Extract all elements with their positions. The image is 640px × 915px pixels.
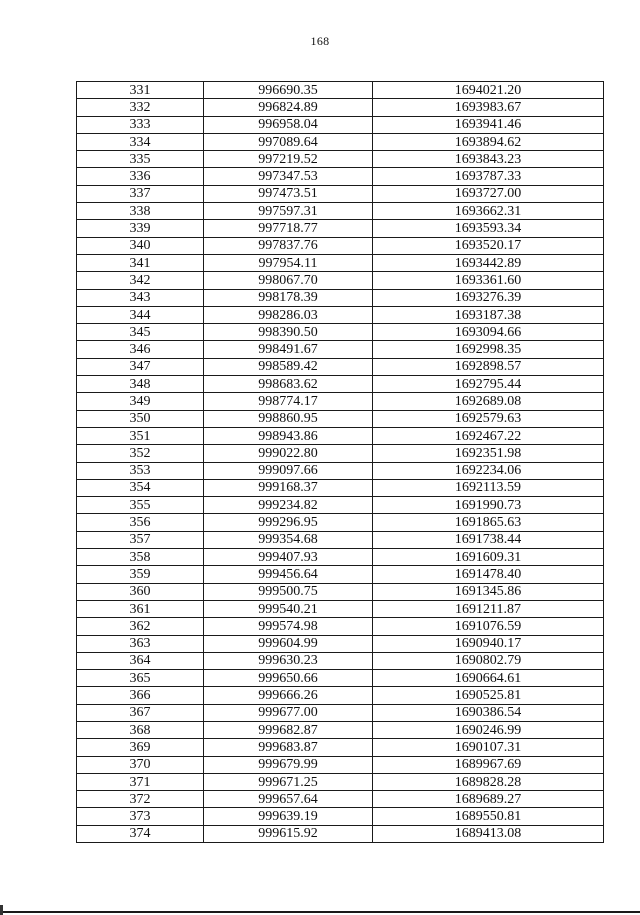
point-number-cell: 337 — [77, 185, 204, 202]
x-coordinate-cell: 999650.66 — [204, 670, 373, 687]
y-coordinate-cell: 1692467.22 — [373, 427, 604, 444]
x-coordinate-cell: 999540.21 — [204, 600, 373, 617]
point-number-cell: 347 — [77, 358, 204, 375]
point-number-cell: 343 — [77, 289, 204, 306]
x-coordinate-cell: 999679.99 — [204, 756, 373, 773]
y-coordinate-cell: 1690802.79 — [373, 652, 604, 669]
y-coordinate-cell: 1690107.31 — [373, 739, 604, 756]
point-number-cell: 372 — [77, 791, 204, 808]
point-number-cell: 334 — [77, 133, 204, 150]
table-row — [77, 410, 604, 427]
x-coordinate-cell: 998286.03 — [204, 306, 373, 323]
point-number-cell: 356 — [77, 514, 204, 531]
table-row — [77, 82, 604, 99]
table-row — [77, 358, 604, 375]
table-row — [77, 756, 604, 773]
point-number-cell: 355 — [77, 497, 204, 514]
point-number-cell: 359 — [77, 566, 204, 583]
x-coordinate-cell: 999500.75 — [204, 583, 373, 600]
y-coordinate-cell: 1690664.61 — [373, 670, 604, 687]
table-row — [77, 479, 604, 496]
point-number-cell: 364 — [77, 652, 204, 669]
scan-edge-mark — [0, 905, 3, 915]
point-number-cell: 342 — [77, 272, 204, 289]
x-coordinate-cell: 997219.52 — [204, 151, 373, 168]
x-coordinate-cell: 997954.11 — [204, 254, 373, 271]
x-coordinate-cell: 997473.51 — [204, 185, 373, 202]
y-coordinate-cell: 1691345.86 — [373, 583, 604, 600]
x-coordinate-cell: 998943.86 — [204, 427, 373, 444]
x-coordinate-cell: 998860.95 — [204, 410, 373, 427]
table-row — [77, 393, 604, 410]
table-row — [77, 289, 604, 306]
table-row — [77, 721, 604, 738]
table-row — [77, 254, 604, 271]
coordinates-table — [76, 81, 604, 843]
x-coordinate-cell: 999574.98 — [204, 618, 373, 635]
x-coordinate-cell: 998491.67 — [204, 341, 373, 358]
table-row — [77, 376, 604, 393]
table-row — [77, 808, 604, 825]
x-coordinate-cell: 999666.26 — [204, 687, 373, 704]
y-coordinate-cell: 1689413.08 — [373, 825, 604, 842]
table-row — [77, 133, 604, 150]
point-number-cell: 353 — [77, 462, 204, 479]
point-number-cell: 368 — [77, 721, 204, 738]
y-coordinate-cell: 1689967.69 — [373, 756, 604, 773]
table-row — [77, 220, 604, 237]
table-row — [77, 549, 604, 566]
y-coordinate-cell: 1689550.81 — [373, 808, 604, 825]
point-number-cell: 357 — [77, 531, 204, 548]
x-coordinate-cell: 998683.62 — [204, 376, 373, 393]
table-row — [77, 116, 604, 133]
point-number-cell: 333 — [77, 116, 204, 133]
x-coordinate-cell: 999683.87 — [204, 739, 373, 756]
point-number-cell: 336 — [77, 168, 204, 185]
x-coordinate-cell: 999407.93 — [204, 549, 373, 566]
x-coordinate-cell: 999168.37 — [204, 479, 373, 496]
y-coordinate-cell: 1692689.08 — [373, 393, 604, 410]
point-number-cell: 360 — [77, 583, 204, 600]
table-row — [77, 514, 604, 531]
x-coordinate-cell: 999671.25 — [204, 773, 373, 790]
table-row — [77, 306, 604, 323]
point-number-cell: 373 — [77, 808, 204, 825]
y-coordinate-cell: 1692234.06 — [373, 462, 604, 479]
coordinates-table-body — [77, 82, 604, 843]
table-row — [77, 791, 604, 808]
table-row — [77, 151, 604, 168]
x-coordinate-cell: 997837.76 — [204, 237, 373, 254]
table-row — [77, 652, 604, 669]
y-coordinate-cell: 1692113.59 — [373, 479, 604, 496]
x-coordinate-cell: 999677.00 — [204, 704, 373, 721]
x-coordinate-cell: 999615.92 — [204, 825, 373, 842]
x-coordinate-cell: 999234.82 — [204, 497, 373, 514]
y-coordinate-cell: 1690525.81 — [373, 687, 604, 704]
table-row — [77, 324, 604, 341]
y-coordinate-cell: 1689689.27 — [373, 791, 604, 808]
y-coordinate-cell: 1693787.33 — [373, 168, 604, 185]
y-coordinate-cell: 1690246.99 — [373, 721, 604, 738]
y-coordinate-cell: 1693442.89 — [373, 254, 604, 271]
table-row — [77, 583, 604, 600]
y-coordinate-cell: 1692898.57 — [373, 358, 604, 375]
point-number-cell: 331 — [77, 82, 204, 99]
table-row — [77, 687, 604, 704]
y-coordinate-cell: 1692579.63 — [373, 410, 604, 427]
y-coordinate-cell: 1691609.31 — [373, 549, 604, 566]
y-coordinate-cell: 1691738.44 — [373, 531, 604, 548]
table-row — [77, 618, 604, 635]
point-number-cell: 370 — [77, 756, 204, 773]
table-row — [77, 237, 604, 254]
point-number-cell: 346 — [77, 341, 204, 358]
x-coordinate-cell: 999630.23 — [204, 652, 373, 669]
y-coordinate-cell: 1690386.54 — [373, 704, 604, 721]
point-number-cell: 369 — [77, 739, 204, 756]
x-coordinate-cell: 997089.64 — [204, 133, 373, 150]
point-number-cell: 341 — [77, 254, 204, 271]
y-coordinate-cell: 1691211.87 — [373, 600, 604, 617]
point-number-cell: 363 — [77, 635, 204, 652]
y-coordinate-cell: 1693843.23 — [373, 151, 604, 168]
x-coordinate-cell: 996958.04 — [204, 116, 373, 133]
y-coordinate-cell: 1692795.44 — [373, 376, 604, 393]
x-coordinate-cell: 996690.35 — [204, 82, 373, 99]
table-row — [77, 773, 604, 790]
y-coordinate-cell: 1694021.20 — [373, 82, 604, 99]
point-number-cell: 332 — [77, 99, 204, 116]
point-number-cell: 338 — [77, 203, 204, 220]
page-number: 168 — [310, 34, 330, 48]
table-row — [77, 739, 604, 756]
y-coordinate-cell: 1691990.73 — [373, 497, 604, 514]
x-coordinate-cell: 997347.53 — [204, 168, 373, 185]
y-coordinate-cell: 1692351.98 — [373, 445, 604, 462]
x-coordinate-cell: 998178.39 — [204, 289, 373, 306]
table-row — [77, 462, 604, 479]
x-coordinate-cell: 999022.80 — [204, 445, 373, 462]
y-coordinate-cell: 1693094.66 — [373, 324, 604, 341]
table-row — [77, 168, 604, 185]
point-number-cell: 335 — [77, 151, 204, 168]
y-coordinate-cell: 1693727.00 — [373, 185, 604, 202]
x-coordinate-cell: 999657.64 — [204, 791, 373, 808]
table-row — [77, 427, 604, 444]
point-number-cell: 371 — [77, 773, 204, 790]
table-row — [77, 341, 604, 358]
point-number-cell: 344 — [77, 306, 204, 323]
point-number-cell: 365 — [77, 670, 204, 687]
point-number-cell: 366 — [77, 687, 204, 704]
point-number-cell: 362 — [77, 618, 204, 635]
y-coordinate-cell: 1693593.34 — [373, 220, 604, 237]
table-row — [77, 670, 604, 687]
y-coordinate-cell: 1693662.31 — [373, 203, 604, 220]
x-coordinate-cell: 999682.87 — [204, 721, 373, 738]
point-number-cell: 374 — [77, 825, 204, 842]
point-number-cell: 339 — [77, 220, 204, 237]
y-coordinate-cell: 1691076.59 — [373, 618, 604, 635]
point-number-cell: 352 — [77, 445, 204, 462]
x-coordinate-cell: 999604.99 — [204, 635, 373, 652]
y-coordinate-cell: 1690940.17 — [373, 635, 604, 652]
point-number-cell: 367 — [77, 704, 204, 721]
point-number-cell: 340 — [77, 237, 204, 254]
point-number-cell: 348 — [77, 376, 204, 393]
x-coordinate-cell: 999354.68 — [204, 531, 373, 548]
x-coordinate-cell: 996824.89 — [204, 99, 373, 116]
table-row — [77, 704, 604, 721]
y-coordinate-cell: 1693983.67 — [373, 99, 604, 116]
x-coordinate-cell: 998589.42 — [204, 358, 373, 375]
y-coordinate-cell: 1689828.28 — [373, 773, 604, 790]
y-coordinate-cell: 1693941.46 — [373, 116, 604, 133]
table-row — [77, 272, 604, 289]
point-number-cell: 361 — [77, 600, 204, 617]
y-coordinate-cell: 1691478.40 — [373, 566, 604, 583]
table-row — [77, 825, 604, 842]
table-row — [77, 635, 604, 652]
point-number-cell: 350 — [77, 410, 204, 427]
table-row — [77, 203, 604, 220]
y-coordinate-cell: 1692998.35 — [373, 341, 604, 358]
table-row — [77, 99, 604, 116]
y-coordinate-cell: 1693520.17 — [373, 237, 604, 254]
point-number-cell: 351 — [77, 427, 204, 444]
table-row — [77, 445, 604, 462]
bottom-rule — [0, 911, 640, 913]
x-coordinate-cell: 998774.17 — [204, 393, 373, 410]
x-coordinate-cell: 998390.50 — [204, 324, 373, 341]
table-row — [77, 497, 604, 514]
x-coordinate-cell: 999639.19 — [204, 808, 373, 825]
table-row — [77, 566, 604, 583]
point-number-cell: 354 — [77, 479, 204, 496]
x-coordinate-cell: 999097.66 — [204, 462, 373, 479]
point-number-cell: 345 — [77, 324, 204, 341]
y-coordinate-cell: 1693894.62 — [373, 133, 604, 150]
x-coordinate-cell: 999296.95 — [204, 514, 373, 531]
y-coordinate-cell: 1693187.38 — [373, 306, 604, 323]
table-row — [77, 185, 604, 202]
point-number-cell: 349 — [77, 393, 204, 410]
table-row — [77, 600, 604, 617]
y-coordinate-cell: 1693361.60 — [373, 272, 604, 289]
x-coordinate-cell: 998067.70 — [204, 272, 373, 289]
table-row — [77, 531, 604, 548]
x-coordinate-cell: 999456.64 — [204, 566, 373, 583]
y-coordinate-cell: 1693276.39 — [373, 289, 604, 306]
x-coordinate-cell: 997718.77 — [204, 220, 373, 237]
point-number-cell: 358 — [77, 549, 204, 566]
y-coordinate-cell: 1691865.63 — [373, 514, 604, 531]
x-coordinate-cell: 997597.31 — [204, 203, 373, 220]
